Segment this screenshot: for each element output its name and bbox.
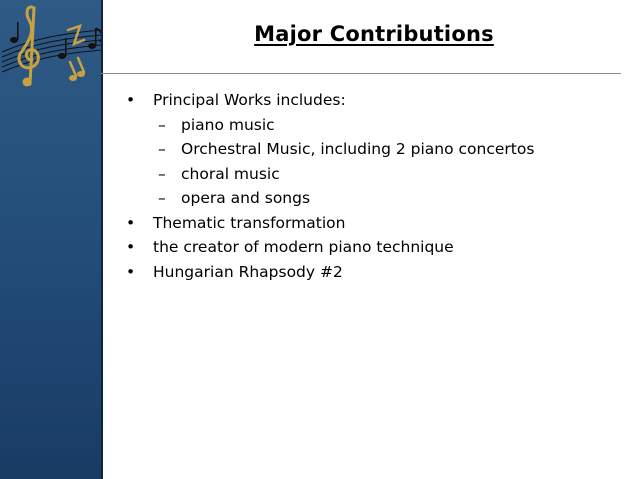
bullet-marker: • [126, 238, 136, 256]
music-notes-staff-icon [0, 0, 103, 90]
sidebar-panel [0, 0, 103, 479]
sub-list-item [124, 137, 624, 162]
bullet-list [124, 88, 624, 284]
dash-marker: – [158, 115, 166, 134]
dash-marker: – [158, 164, 166, 183]
list-item [124, 235, 624, 260]
slide-title: Major Contributions [254, 22, 494, 46]
list-item-text: the creator of modern piano technique [153, 238, 454, 256]
list-item-text: Principal Works includes: [153, 91, 346, 109]
list-item [124, 260, 624, 285]
sub-item-text: piano music [181, 115, 275, 134]
sub-item-text: opera and songs [181, 189, 311, 207]
sub-list-item [124, 113, 624, 138]
bullet-marker: • [126, 91, 136, 109]
title-divider [101, 73, 621, 74]
sub-list-item [124, 186, 624, 211]
sub-list-item [124, 162, 624, 187]
list-item-text: Thematic transformation [153, 213, 346, 232]
bullet-marker: • [126, 213, 136, 232]
list-item-text: Hungarian Rhapsody #2 [153, 262, 343, 281]
list-item [124, 88, 624, 113]
sub-item-text: Orchestral Music, including 2 piano concertos [181, 140, 535, 158]
list-item [124, 211, 624, 236]
dash-marker: – [158, 189, 166, 207]
dash-marker: – [158, 140, 166, 158]
sub-item-text: choral music [181, 164, 280, 183]
bullet-marker: • [126, 262, 136, 281]
